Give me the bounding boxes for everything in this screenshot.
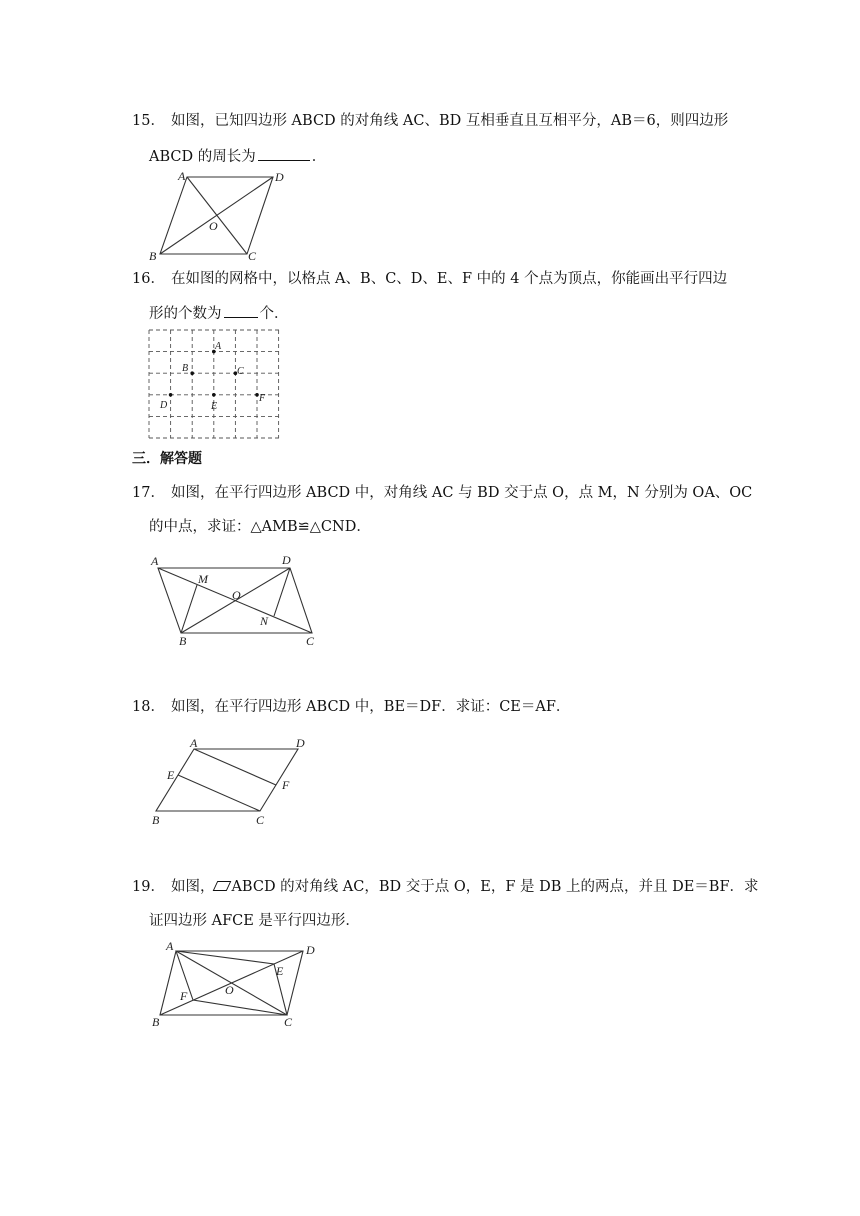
q17-label-c: C (306, 634, 315, 648)
q16-point-d (169, 393, 173, 397)
q19-label-c: C (284, 1015, 293, 1029)
q18-label-e: E (167, 768, 175, 782)
q15-line1 (132, 111, 728, 131)
q16-label-d: D (160, 400, 168, 411)
q16-line2 (149, 303, 289, 324)
q15-figure (140, 168, 300, 264)
q15-label-o: O (209, 219, 218, 233)
q15-label-a: A (178, 169, 186, 183)
q19-text-2: 证四边形 AFCE 是平行四边形． (149, 913, 360, 929)
q16-label-a: A (215, 341, 222, 352)
q16-grid-lines (149, 330, 279, 438)
q18-label-a: A (190, 736, 198, 750)
q16-grid-figure (149, 330, 281, 440)
q18-figure (148, 735, 318, 831)
q16-text-1: 在如图的网格中，以格点 A、B、C、D、E、F 中的 4 个点为顶点，你能画出平行四边 (170, 271, 728, 287)
q16-label-f: F (259, 393, 266, 404)
q19-number: 19． (132, 879, 165, 895)
q19-text-1b: ABCD 的对角线 AC，BD 交于点 O，E，F 是 DB 上的两点，并且 DE＝BF．求 (231, 879, 759, 895)
q17-label-o: O (232, 588, 241, 602)
q17-segment-dn (274, 568, 290, 616)
q18-label-b: B (152, 813, 160, 827)
q16-answer-blank[interactable] (224, 303, 258, 318)
q17-label-b: B (179, 634, 187, 648)
q19-figure (148, 940, 328, 1032)
q17-text-1: 如图，在平行四边形 ABCD 中，对角线 AC 与 BD 交于点 O，点 M，N 分别为 OA、OC (170, 485, 753, 501)
q17-label-a: A (151, 554, 159, 568)
q15-answer-blank[interactable] (258, 146, 310, 161)
q18-line1 (132, 697, 570, 717)
q16-point-e (212, 393, 216, 397)
q16-label-c: C (237, 366, 244, 377)
q19-label-o: O (225, 983, 234, 997)
q15-diagonal-bd (160, 177, 273, 254)
q16-suffix: 个． (259, 306, 289, 322)
q18-label-c: C (256, 813, 265, 827)
q19-label-d: D (306, 943, 315, 957)
q15-label-b: B (149, 249, 157, 263)
q19-label-a: A (166, 939, 174, 953)
q16-label-e: E (211, 401, 218, 412)
q19-line2 (149, 911, 360, 931)
q16-line1 (132, 269, 727, 289)
q17-figure (148, 552, 328, 648)
q18-segment-ce (178, 775, 260, 811)
section-title: 三．解答题 (132, 451, 202, 467)
q16-point-b (190, 371, 194, 375)
q15-label-c: C (248, 249, 257, 263)
q17-segment-bm (181, 585, 197, 633)
q18-label-d: D (296, 736, 305, 750)
q15-label-d: D (275, 170, 284, 184)
q17-line1 (132, 483, 752, 503)
q19-line1 (132, 877, 759, 897)
q17-text-2: 的中点，求证：△AMB≌△CND． (149, 519, 371, 535)
q15-text-2: ABCD 的周长为 (149, 149, 256, 165)
q17-label-m: M (198, 572, 208, 586)
q18-number: 18． (132, 699, 165, 715)
q16-number: 16． (132, 271, 165, 287)
q17-line2 (149, 517, 371, 537)
q15-number: 15． (132, 113, 165, 129)
q19-label-f: F (180, 989, 188, 1003)
q19-label-b: B (152, 1015, 160, 1029)
q18-label-f: F (282, 778, 290, 792)
parallelogram-symbol-icon (213, 881, 232, 891)
q19-text-1a: 如图， (170, 879, 215, 895)
q19-label-e: E (276, 964, 284, 978)
q17-label-d: D (282, 553, 291, 567)
q15-period: ． (311, 149, 327, 165)
q15-line2 (149, 146, 326, 167)
q15-text-1: 如图，已知四边形 ABCD 的对角线 AC、BD 互相垂直且互相平分，AB＝6，则四边形 (170, 113, 729, 129)
q18-parallelogram (156, 749, 298, 811)
q18-text-1: 如图，在平行四边形 ABCD 中，BE＝DF．求证：CE＝AF． (170, 699, 571, 715)
q16-text-2: 形的个数为 (149, 306, 222, 322)
q16-label-b: B (182, 363, 189, 374)
q17-number: 17． (132, 485, 165, 501)
q17-label-n: N (260, 614, 269, 628)
q18-segment-af (194, 749, 276, 785)
